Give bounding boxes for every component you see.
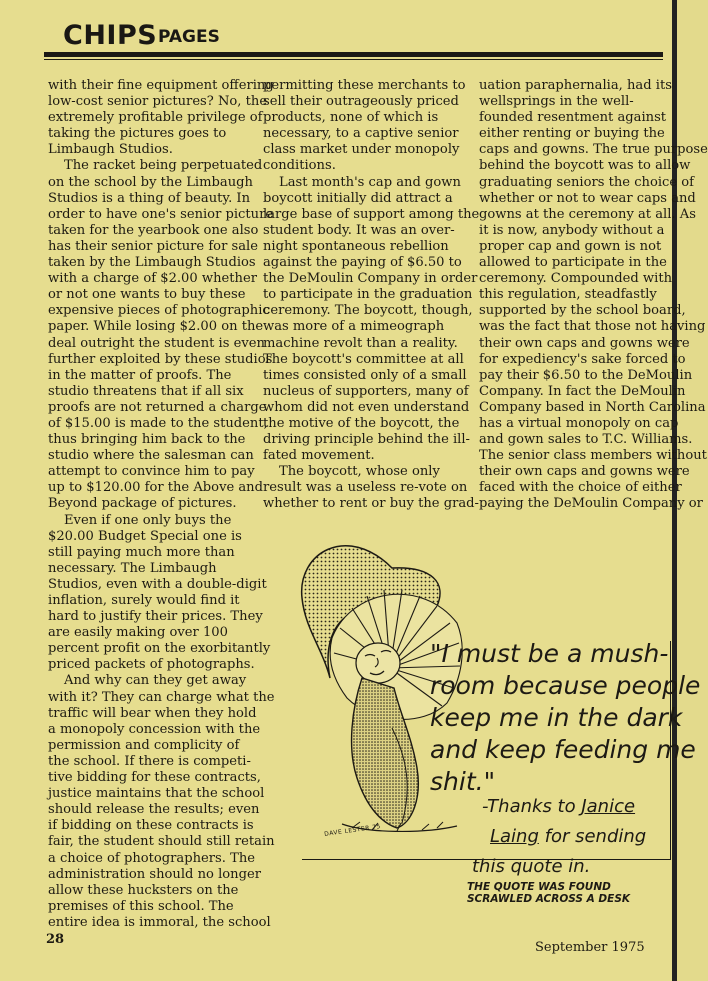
quote-line: keep me in the dark (430, 703, 683, 732)
paragraph: Even if one only buys the $20.00 Budget Special one is still paying much more than necessary. The Limbaugh Studios, even with a double-digit inflation, surely would find it hard to justify their prices. They are easily making over 100 percent profit on the exorbitantly priced packets of photographs. (48, 512, 271, 673)
quote-line: room because people (430, 671, 701, 700)
paragraph: uation paraphernalia, had its wellsprings in the well- founded resentment against either renting or buying the caps and gowns. The true purpose behind the boycott was to allow graduating seniors the choice of whether or not to wear caps and gowns at the ceremony at all. As it is now, anybody without a proper cap and gown is not allowed to participate in the ceremony. Compounded with this regulation, steadfastly supported by the school board, was the fact that those not having their own caps and gowns were for expediency's sake forced to pay their $6.50 to the DeMoulin Company. In fact the DeMoulin Company based in North Carolina has a virtual monopoly on cap and gown sales to T.C. Williams. The senior class members without their own caps and gowns were faced with the choice of either paying the DeMoulin Company or (479, 78, 708, 512)
header-rule-thick (44, 52, 663, 57)
paragraph: with their fine equipment offering low-cost senior pictures? No, the extremely profitable privilege of taking the pictures goes to Limbaugh Studios. (48, 78, 274, 158)
quote-line: shit." (430, 767, 496, 796)
quote-line: "I must be a mush- (430, 639, 669, 668)
masthead-title: CHIPS (63, 20, 158, 51)
credit-text: -Thanks to (482, 796, 582, 817)
quote-source-note (467, 881, 630, 905)
header-rule-thin (44, 59, 663, 60)
paragraph: And why can they get away with it? They can charge what the traffic will bear when they hold a monopoly concession with the permission and complicity of the school. If there is competi- tive bidding for these contracts, justice maintains that the school should release the results; even if bidding on these contracts is fair, the student should still retain a choice of photographers. The administration should no longer allow these hucksters on the premises of this school. The entire idea is immoral, the school (48, 673, 275, 930)
illustrator-signature: DAVE LESTER 75 (323, 823, 382, 838)
article-column-1 (48, 78, 275, 931)
paragraph: The boycott, whose only result was a useless re-vote on whether to rent or buy the grad- (263, 464, 479, 512)
credit-text: for sending (538, 826, 647, 847)
quote-credit (472, 792, 647, 882)
source-line: SCRAWLED ACROSS A DESK (467, 893, 631, 905)
paragraph: The racket being perpetuated on the school by the Limbaugh Studios is a thing of beauty. In order to have one's senior picture taken for the yearbook one also has their senior picture for sale taken by the Limbaugh Studios with a charge of $2.00 whether or not one wants to buy these expensive pieces of photographic paper. While losing $2.00 on the deal outright the student is even further exploited by these studios in the matter of proofs. The studio threatens that if all six proofs are not returned a charge of $15.00 is made to the student, thus bringing him back to the studio where the salesman can attempt to convince him to pay up to $120.00 for the Above and Beyond package of pictures. (48, 158, 274, 512)
issue-date: September 1975 (535, 940, 645, 955)
page-number: 28 (46, 932, 65, 947)
paragraph: Last month's cap and gown boycott initially did attract a large base of support among the student body. It was an over- night spontaneous rebellion against the paying of $6.50 to the DeMoulin Company in order to participate in the graduation ceremony. The boycott, though, was more of a mimeograph machine revolt than a reality. The boycott's committee at all times consisted only of a small nucleus of supporters, many of whom did not even understand the motive of the boycott, the driving principle behind the ill- fated movement. (263, 174, 480, 464)
credit-name: Janice (581, 796, 636, 817)
credit-surname: Laing (490, 826, 539, 847)
source-line: THE QUOTE WAS FOUND (467, 881, 611, 893)
paragraph: permitting these merchants to sell their outrageously priced products, none of which is necessary, to a captive senior class market under monopoly conditions. (263, 78, 466, 174)
article-column-3 (479, 78, 708, 513)
masthead-subtitle: PAGES (158, 27, 220, 47)
article-column-2 (263, 78, 480, 513)
quote-text (430, 638, 700, 798)
credit-text: this quote in. (472, 856, 591, 877)
quote-line: and keep feeding me (430, 735, 696, 764)
